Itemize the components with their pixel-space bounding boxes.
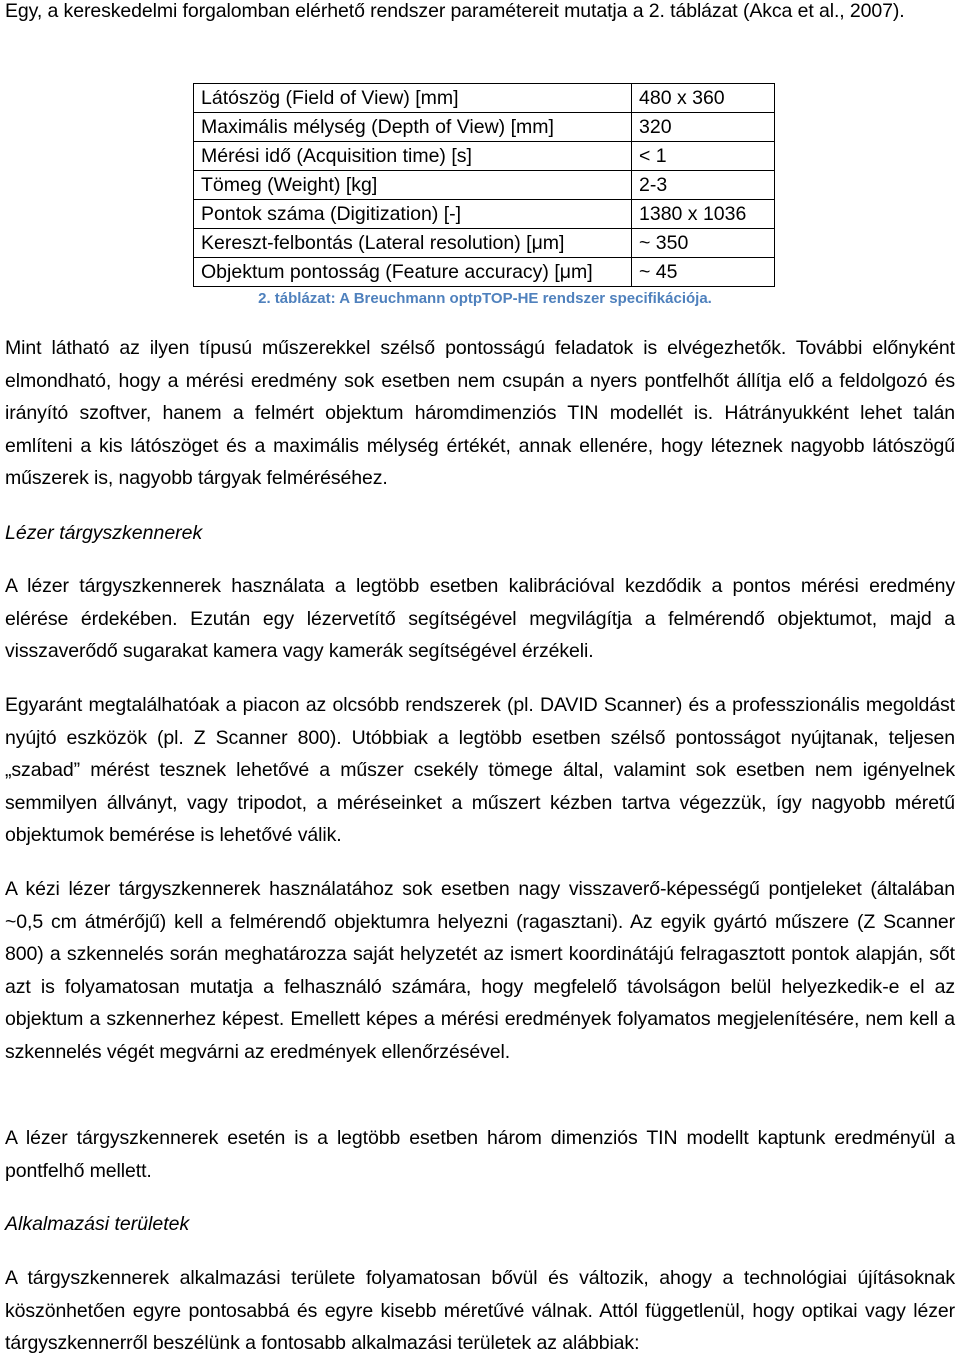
- table-row: [194, 200, 775, 229]
- table-row: [194, 84, 775, 113]
- body-paragraph-4: A kézi lézer tárgyszkennerek használatához sok esetben nagy visszaverő-képességű pontjeleket (általában ~0,5 cm átmérőjű) kell a felmérendő objektumra helyezni (ragasztani). Az egyik gyártó műszere (Z Scanner 800) a szkennelés során meghatározza saját helyzetét az ismert koordinátájú felragasztott pontok alapján, sőt azt is folyamatosan mutatja a felhasználó számára, hogy megfelelő távolságon belül helyezkedik-e el az objektum a szkennerhez képest. Emellett képes a mérési eredmények folyamatos megjelenítésére, nem kell a szkennelés végét megvárni az eredmények ellenőrzésével.: [5, 878, 955, 1063]
- table-cell-param: Tömeg (Weight) [kg]: [194, 171, 632, 200]
- table-cell-param: Objektum pontosság (Feature accuracy) [μm]: [194, 258, 632, 287]
- table-cell-value: ~ 45: [632, 258, 775, 287]
- table-cell-param: Mérési idő (Acquisition time) [s]: [194, 142, 632, 171]
- table-cell-value: < 1: [632, 142, 775, 171]
- table-cell-value: 480 x 360: [632, 84, 775, 113]
- table-cell-param: Maximális mélység (Depth of View) [mm]: [194, 113, 632, 142]
- table-cell-value: 320: [632, 113, 775, 142]
- table-row: [194, 113, 775, 142]
- table-caption: 2. táblázat: A Breuchmann optpTOP-HE rendszer specifikációja.: [258, 290, 712, 307]
- table-cell-value: 1380 x 1036: [632, 200, 775, 229]
- table-row: [194, 229, 775, 258]
- body-paragraph-6: A tárgyszkennerek alkalmazási területe folyamatosan bővül és változik, ahogy a technológiai újításoknak köszönhetően egyre pontosabbá és egyre kisebb méretűvé válnak. Attól függetlenül, hogy optikai vagy lézer tárgyszkennerről beszélünk a fontosabb alkalmazási területek az alábbiak:: [5, 1267, 955, 1354]
- section-heading-lezer-targyszkennerek: Lézer tárgyszkennerek: [5, 522, 203, 544]
- body-paragraph-2: A lézer tárgyszkennerek használata a legtöbb esetben kalibrációval kezdődik a pontos mérési eredmény elérése érdekében. Ezután egy lézervetítő segítségével megvilágítja a felmérendő objektumot, majd a visszaverődő sugarakat kamera vagy kamerák segítségével érzékeli.: [5, 575, 955, 662]
- table-cell-value: ~ 350: [632, 229, 775, 258]
- table-cell-param: Látószög (Field of View) [mm]: [194, 84, 632, 113]
- table-row: [194, 171, 775, 200]
- table-row: [194, 142, 775, 171]
- table-cell-param: Kereszt-felbontás (Lateral resolution) [μm]: [194, 229, 632, 258]
- body-paragraph-1: Mint látható az ilyen típusú műszerekkel szélső pontosságú feladatok is elvégezhetők. További előnyként elmondható, hogy a mérési eredmény sok esetben nem csupán a nyers pontfelhőt állítja elő a feldolgozó és irányító szoftver, hanem a felmért objektum háromdimenziós TIN modellét is. Hátrányukként lehet talán említeni a kis látószöget és a maximális mélység értékét, annak ellenére, hogy léteznek nagyobb látószögű műszerek is, nagyobb tárgyak felméréséhez.: [5, 337, 955, 489]
- spec-table: [193, 83, 775, 287]
- section-heading-alkalmazasi-teruletek: Alkalmazási területek: [5, 1213, 190, 1235]
- table-cell-value: 2-3: [632, 171, 775, 200]
- body-paragraph-3: Egyaránt megtalálhatóak a piacon az olcsóbb rendszerek (pl. DAVID Scanner) és a professzionális megoldást nyújtó eszközök (pl. Z Scanner 800). Utóbbiak a legtöbb esetben szélső pontosságot nyújtanak, teljesen „szabad” mérést tesznek lehetővé a műszer csekély tömege által, valamint sok esetben nem igényelnek semmilyen állványt, vagy tripodot, a méréseinket a műszert kézben tartva végezzük, így nagyobb méretű objektumok bemérése is lehetővé válik.: [5, 694, 955, 846]
- intro-paragraph: Egy, a kereskedelmi forgalomban elérhető rendszer paramétereit mutatja a 2. táblázat (Akca et al., 2007).: [5, 0, 905, 22]
- table-row: [194, 258, 775, 287]
- body-paragraph-5: A lézer tárgyszkennerek esetén is a legtöbb esetben három dimenziós TIN modellt kaptunk eredményül a pontfelhő mellett.: [5, 1127, 955, 1182]
- table-cell-param: Pontok száma (Digitization) [-]: [194, 200, 632, 229]
